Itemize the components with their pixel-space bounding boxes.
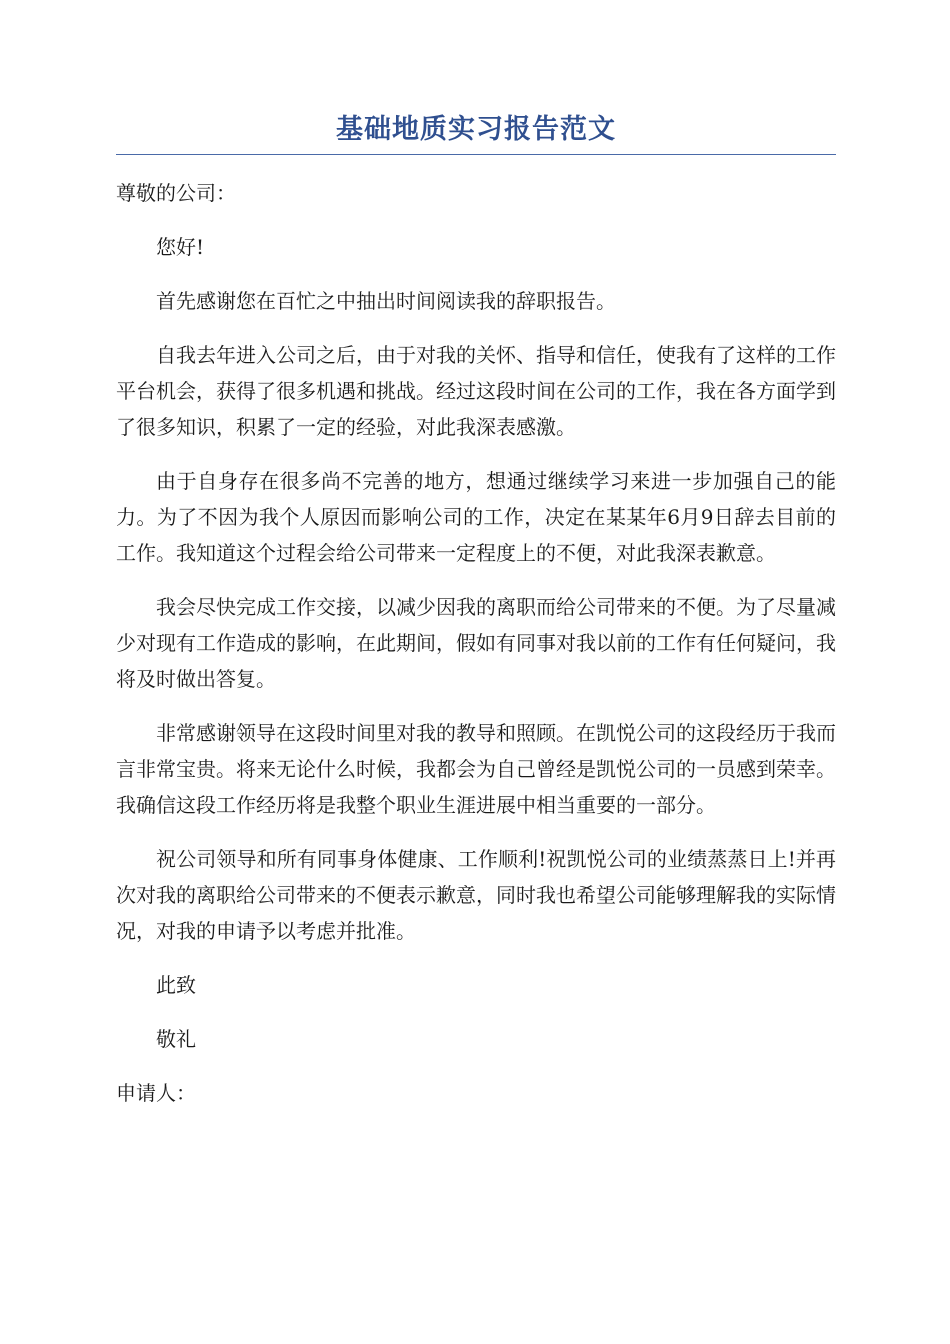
applicant-signature-label: 申请人： <box>116 1081 196 1105</box>
paragraph-experience: 自我去年进入公司之后，由于对我的关怀、指导和信任，使我有了这样的工作平台机会，获得了很多机遇和挑战。经过这段时间在公司的工作，我在各方面学到了很多知识，积累了一定的经验，对此我深表感激。 <box>116 343 836 439</box>
title-underline <box>116 154 836 155</box>
closing-jingli: 敬礼 <box>156 1027 196 1051</box>
salutation: 尊敬的公司： <box>116 181 236 205</box>
paragraph-reason: 由于自身存在很多尚不完善的地方，想通过继续学习来进一步加强自己的能力。为了不因为我个人原因而影响公司的工作，决定在某某年6月9日辞去目前的工作。我知道这个过程会给公司带来一定程度上的不便，对此我深表歉意。 <box>116 469 836 565</box>
paragraph-thanks: 首先感谢您在百忙之中抽出时间阅读我的辞职报告。 <box>156 289 616 313</box>
paragraph-handover: 我会尽快完成工作交接，以减少因我的离职而给公司带来的不便。为了尽量减少对现有工作造成的影响，在此期间，假如有同事对我以前的工作有任何疑问，我将及时做出答复。 <box>116 595 836 691</box>
document-page <box>116 110 836 1111</box>
document-title: 基础地质实习报告范文 <box>336 114 616 145</box>
paragraph-wishes: 祝公司领导和所有同事身体健康、工作顺利!祝凯悦公司的业绩蒸蒸日上!并再次对我的离职给公司带来的不便表示歉意，同时我也希望公司能够理解我的实际情况，对我的申请予以考虑并批准。 <box>116 847 836 943</box>
greeting: 您好! <box>156 235 205 259</box>
paragraph-gratitude: 非常感谢领导在这段时间里对我的教导和照顾。在凯悦公司的这段经历于我而言非常宝贵。将来无论什么时候，我都会为自己曾经是凯悦公司的一员感到荣幸。我确信这段工作经历将是我整个职业生涯进展中相当重要的一部分。 <box>116 721 836 817</box>
closing-cizhi: 此致 <box>156 973 196 997</box>
